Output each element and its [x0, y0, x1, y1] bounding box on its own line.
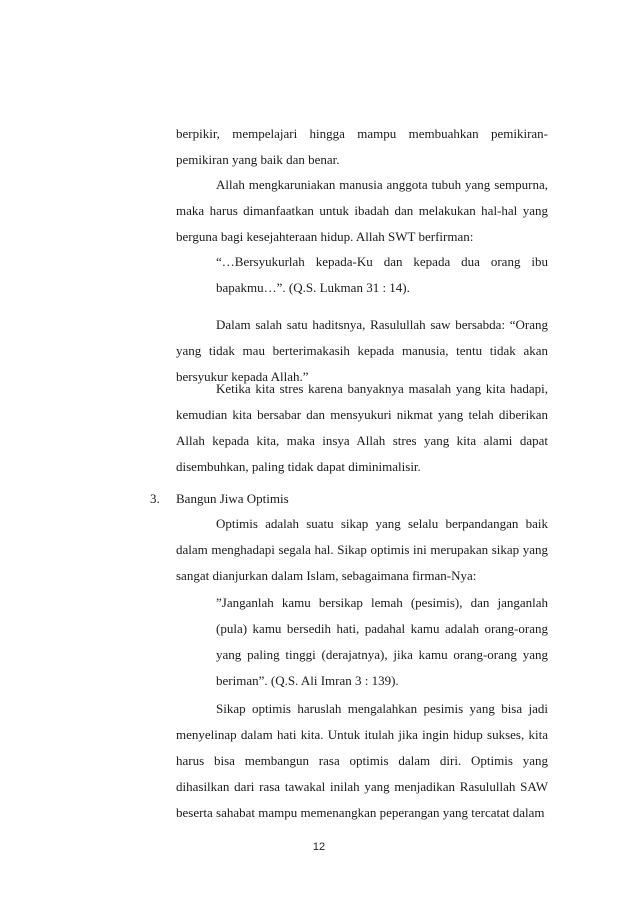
paragraph-stress: Ketika kita stres karena banyaknya masalah yang kita hadapi, kemudian kita bersabar dan mensyukuri nikmat yang telah diberikan Allah kepada kita, maka insya Allah stres yang kita alami dapat disembuhkan, paling tidak dapat diminimalisir.	[176, 381, 548, 474]
quote-ali-imran: ”Janganlah kamu bersikap lemah (pesimis), dan janganlah (pula) kamu bersedih hati, padahal kamu adalah orang-orang yang paling tinggi (derajatnya), jika kamu orang-orang yang beriman”. (Q.S. Ali Imran 3 : 139).	[216, 595, 548, 688]
section-number: 3.	[150, 491, 160, 506]
section-heading	[150, 486, 548, 512]
paragraph-hadith: Dalam salah satu haditsnya, Rasulullah saw bersabda: “Orang yang tidak mau berterimakasih kepada manusia, tentu tidak akan bersyukur kepada Allah.”	[176, 317, 548, 384]
paragraph-optimism-body: Sikap optimis haruslah mengalahkan pesimis yang bisa jadi menyelinap dalam hati kita. Untuk itulah jika ingin hidup sukses, kita harus bisa membangun rasa optimis dalam diri. Optimis yang dihasilkan dari rasa tawakal inilah yang menjadikan Rasulullah SAW beserta sahabat mampu memenangkan peperangan yang tercatat dalam	[176, 701, 548, 820]
page-number: 12	[312, 841, 326, 853]
section-title: Bangun Jiwa Optimis	[176, 491, 289, 506]
quote-lukman: “…Bersyukurlah kepada-Ku dan kepada dua orang ibu bapakmu…”. (Q.S. Lukman 31 : 14).	[216, 254, 548, 295]
paragraph-continuation: berpikir, mempelajari hingga mampu membuahkan pemikiran-pemikiran yang baik dan benar.	[176, 126, 548, 167]
paragraph-body-gift: Allah mengkaruniakan manusia anggota tubuh yang sempurna, maka harus dimanfaatkan untuk ibadah dan melakukan hal-hal yang berguna bagi kesejahteraan hidup. Allah SWT berfirman:	[176, 177, 548, 244]
paragraph-optimism-definition: Optimis adalah suatu sikap yang selalu berpandangan baik dalam menghadapi segala hal. Sikap optimis ini merupakan sikap yang sangat dianjurkan dalam Islam, sebagaimana firman-Nya:	[176, 516, 548, 583]
